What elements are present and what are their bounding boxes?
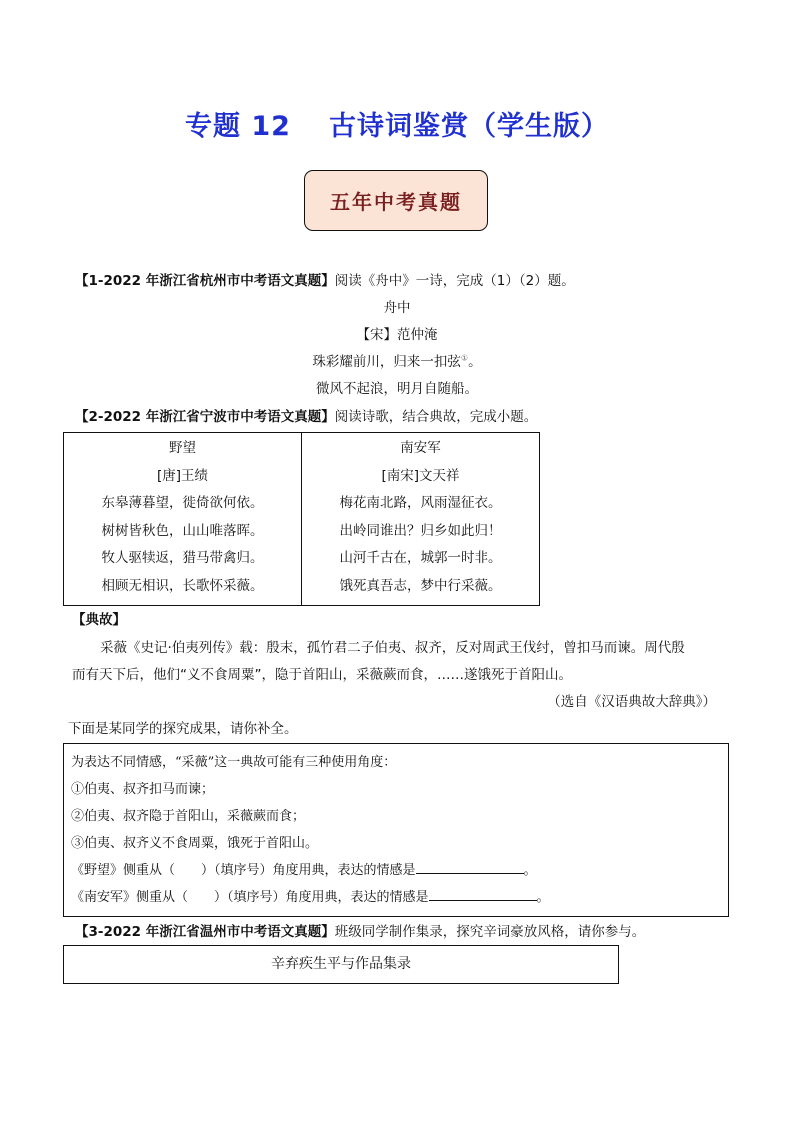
q2-prompt: 阅读诗歌，结合典故，完成小题。 bbox=[334, 409, 538, 425]
poem-comparison-table bbox=[63, 432, 540, 606]
poem-right-line: 梅花南北路，风雨湿征衣。 bbox=[339, 495, 502, 511]
poem-right-line: 饿死真吾志，梦中行采薇。 bbox=[339, 577, 502, 594]
collection-title: 辛弃疾生平与作品集录 bbox=[271, 956, 411, 972]
section-badge bbox=[304, 170, 488, 231]
allusion-source: （选自《汉语典故大辞典》） bbox=[547, 694, 716, 710]
fill-2-text: 《南安军》侧重从（ ）（填序号）角度用典，表达的情感是 bbox=[71, 890, 429, 905]
collection-box bbox=[63, 945, 619, 984]
fill-1-text: 《野望》侧重从（ ）（填序号）角度用典，表达的情感是 bbox=[71, 863, 416, 878]
poem-left-line: 相顾无相识，长歌怀采薇。 bbox=[101, 577, 264, 594]
answer-box bbox=[63, 743, 729, 917]
poem-right-line: 山河千古在，城郭一时非。 bbox=[339, 550, 502, 566]
q1-poem-line2: 微风不起浪，明月自随船。 bbox=[316, 381, 478, 397]
section-badge-label: 五年中考真题 bbox=[330, 190, 462, 214]
poem-left-line: 东皋薄暮望，徙倚欲何依。 bbox=[101, 495, 264, 511]
option-1: ①伯夷、叔齐扣马而谏； bbox=[71, 782, 215, 797]
poem-right-line: 出岭同谁出？归乡如此归！ bbox=[339, 522, 502, 539]
q2-source: 【2-2022 年浙江省宁波市中考语文真题】 bbox=[75, 409, 335, 425]
poem-left-line: 树树皆秋色，山山唯落晖。 bbox=[101, 522, 264, 539]
allusion-paragraph-2: 而有天下后，他们“义不食周粟”，隐于首阳山，采薇蕨而食，……遂饿死于首阳山。 bbox=[72, 667, 572, 683]
answer-blank-2[interactable] bbox=[429, 889, 537, 901]
q3-heading bbox=[75, 920, 645, 940]
q1-heading bbox=[75, 269, 575, 289]
fill-2-end: 。 bbox=[536, 890, 550, 905]
q1-source: 【1-2022 年浙江省杭州市中考语文真题】 bbox=[75, 273, 335, 289]
option-3: ③伯夷、叔齐义不食周粟，饿死于首阳山。 bbox=[71, 836, 319, 851]
poem-left bbox=[64, 433, 301, 600]
q1-poem-author: 【宋】范仲淹 bbox=[356, 327, 438, 343]
allusion-heading: 【典故】 bbox=[72, 612, 126, 628]
footnote-mark: ① bbox=[460, 353, 469, 363]
q2-heading bbox=[75, 405, 537, 425]
poem-right-title: 南安军 bbox=[400, 440, 441, 456]
answer-intro: 为表达不同情感，“采薇”这一典故可能有三种使用角度： bbox=[71, 755, 397, 770]
poem-right-author: [南宋]文天祥 bbox=[381, 467, 460, 484]
q1-poem-title: 舟中 bbox=[383, 300, 411, 316]
q3-source: 【3-2022 年浙江省温州市中考语文真题】 bbox=[75, 924, 335, 940]
fill-line-1 bbox=[71, 859, 537, 878]
title-name: 古诗词鉴赏（学生版） bbox=[328, 111, 609, 142]
fill-line-2 bbox=[71, 886, 550, 905]
title-number: 专题 12 bbox=[185, 111, 291, 142]
poem-left-author: [唐]王绩 bbox=[156, 467, 209, 484]
q3-prompt: 班级同学制作集录，探究辛词豪放风格，请你参与。 bbox=[334, 924, 646, 940]
allusion-paragraph-1: 采薇《史记·伯夷列传》载：殷末，孤竹君二子伯夷、叔齐，反对周武王伐纣，曾扣马而谏。周代殷 bbox=[100, 640, 685, 656]
poem-left-line: 牧人驱犊返，猎马带禽归。 bbox=[101, 550, 264, 566]
q1-line1-end: 。 bbox=[468, 354, 482, 370]
task-instruction: 下面是某同学的探究成果，请你补全。 bbox=[68, 721, 298, 737]
poem-right bbox=[302, 433, 539, 600]
q1-line1-text: 珠彩耀前川，归来一扣弦 bbox=[312, 354, 461, 370]
option-2: ②伯夷、叔齐隐于首阳山，采薇蕨而食； bbox=[71, 809, 306, 824]
q1-prompt: 阅读《舟中》一诗，完成（1）（2）题。 bbox=[334, 273, 575, 289]
q1-poem-line1 bbox=[0, 350, 794, 370]
fill-1-end: 。 bbox=[523, 863, 537, 878]
poem-left-title: 野望 bbox=[169, 440, 196, 456]
page-title bbox=[0, 104, 794, 143]
answer-blank-1[interactable] bbox=[416, 862, 524, 874]
